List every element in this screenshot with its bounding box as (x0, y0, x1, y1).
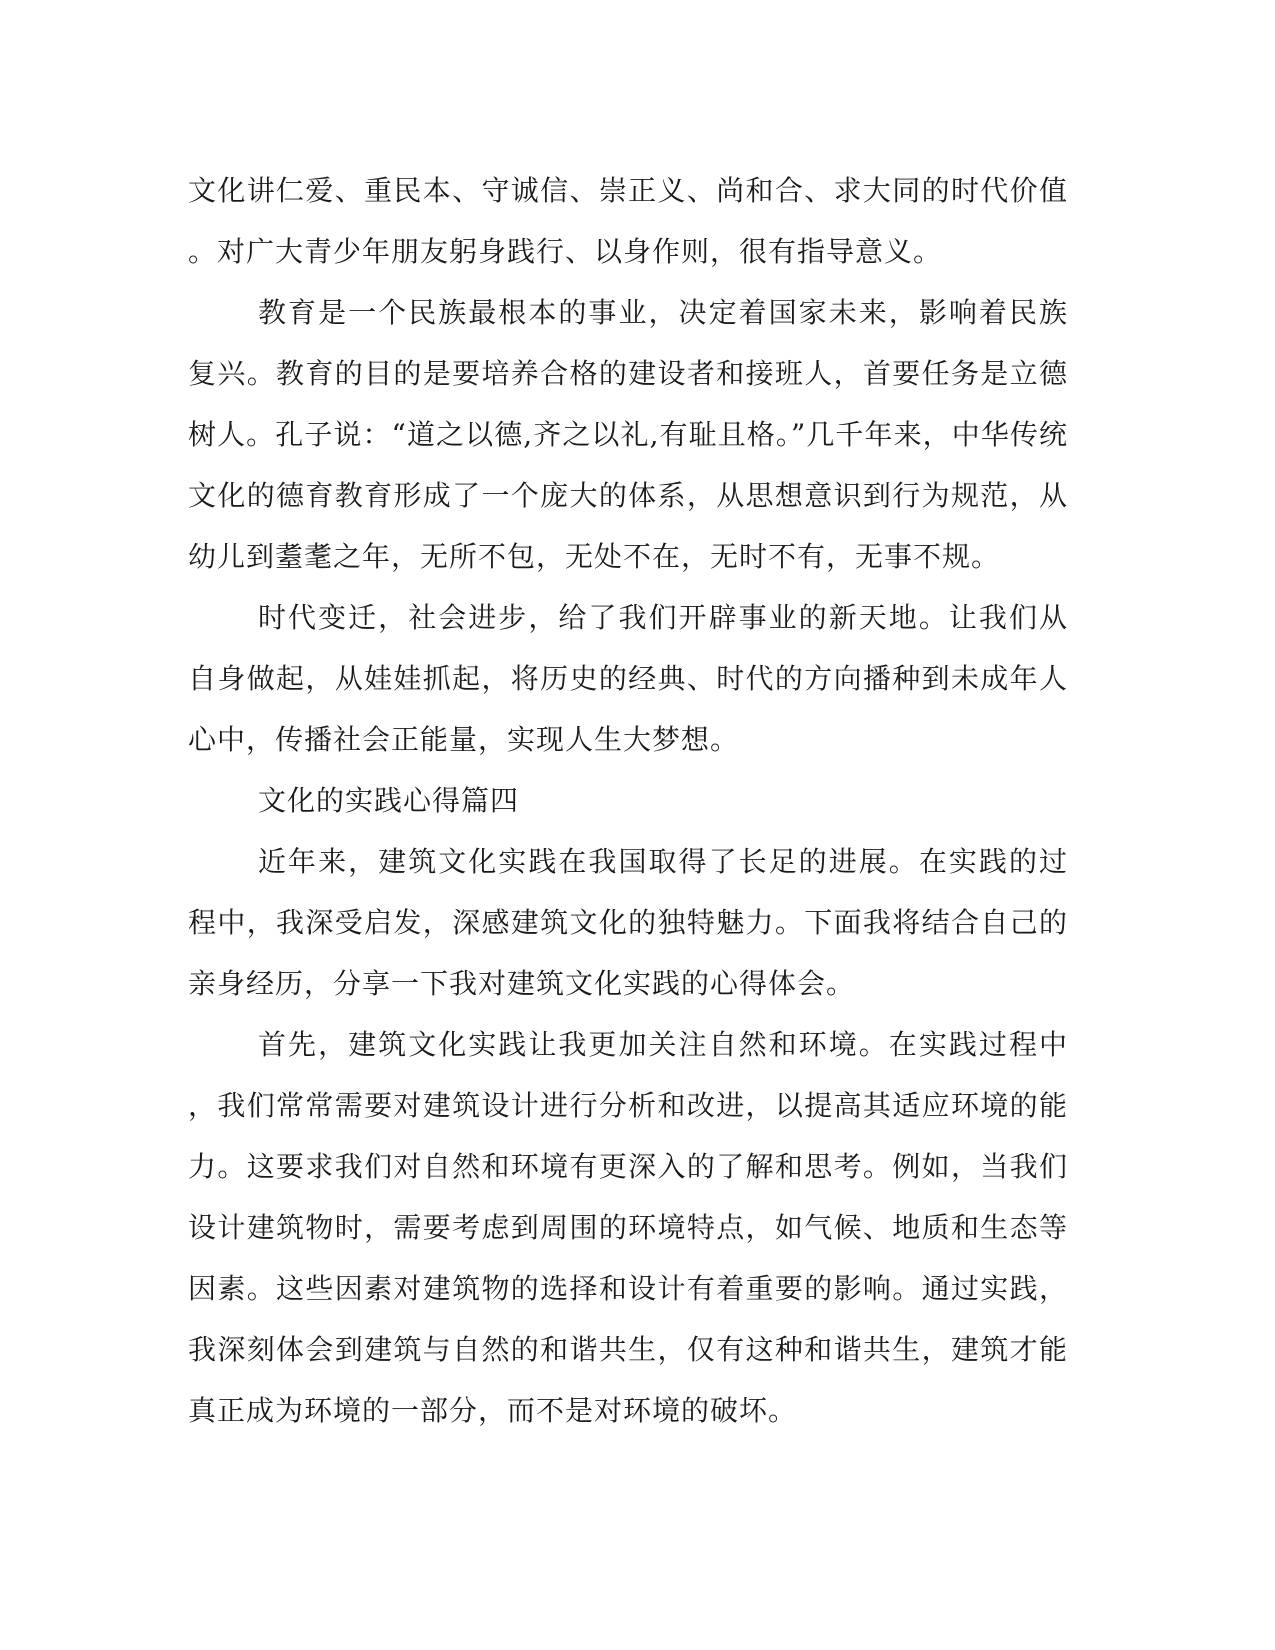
document-body (188, 160, 1068, 1441)
paragraph-architecture-intro: 近年来，建筑文化实践在我国取得了长足的进展。在实践的过程中，我深受启发，深感建筑文化的独特魅力。下面我将结合自己的亲身经历，分享一下我对建筑文化实践的心得体会。 (188, 845, 1068, 1000)
paragraph-education: 教育是一个民族最根本的事业，决定着国家未来，影响着民族复兴。教育的目的是要培养合格的建设者和接班人，首要任务是立德树人。孔子说：“道之以德,齐之以礼,有耻且格。”几千年来，中华传统文化的德育教育形成了一个庞大的体系，从思想意识到行为规范，从幼儿到耋耄之年，无所不包，无处不在，无时不有，无事不规。 (188, 296, 1068, 573)
paragraph-era-change: 时代变迁，社会进步，给了我们开辟事业的新天地。让我们从自身做起，从娃娃抓起，将历史的经典、时代的方向播种到未成年人心中，传播社会正能量，实现人生大梦想。 (188, 601, 1068, 756)
paragraph-architecture-nature: 首先，建筑文化实践让我更加关注自然和环境。在实践过程中，我们常常需要对建筑设计进行分析和改进，以提高其适应环境的能力。这要求我们对自然和环境有更深入的了解和思考。例如，当我们设计建筑物时，需要考虑到周围的环境特点，如气候、地质和生态等因素。这些因素对建筑物的选择和设计有着重要的影响。通过实践，我深刻体会到建筑与自然的和谐共生，仅有这种和谐共生，建筑才能真正成为环境的一部分，而不是对环境的破坏。 (188, 1028, 1068, 1427)
paragraph-continued: 文化讲仁爱、重民本、守诚信、崇正义、尚和合、求大同的时代价值。对广大青少年朋友躬身践行、以身作则，很有指导意义。 (188, 174, 1068, 268)
section-heading: 文化的实践心得篇四 (258, 784, 520, 817)
